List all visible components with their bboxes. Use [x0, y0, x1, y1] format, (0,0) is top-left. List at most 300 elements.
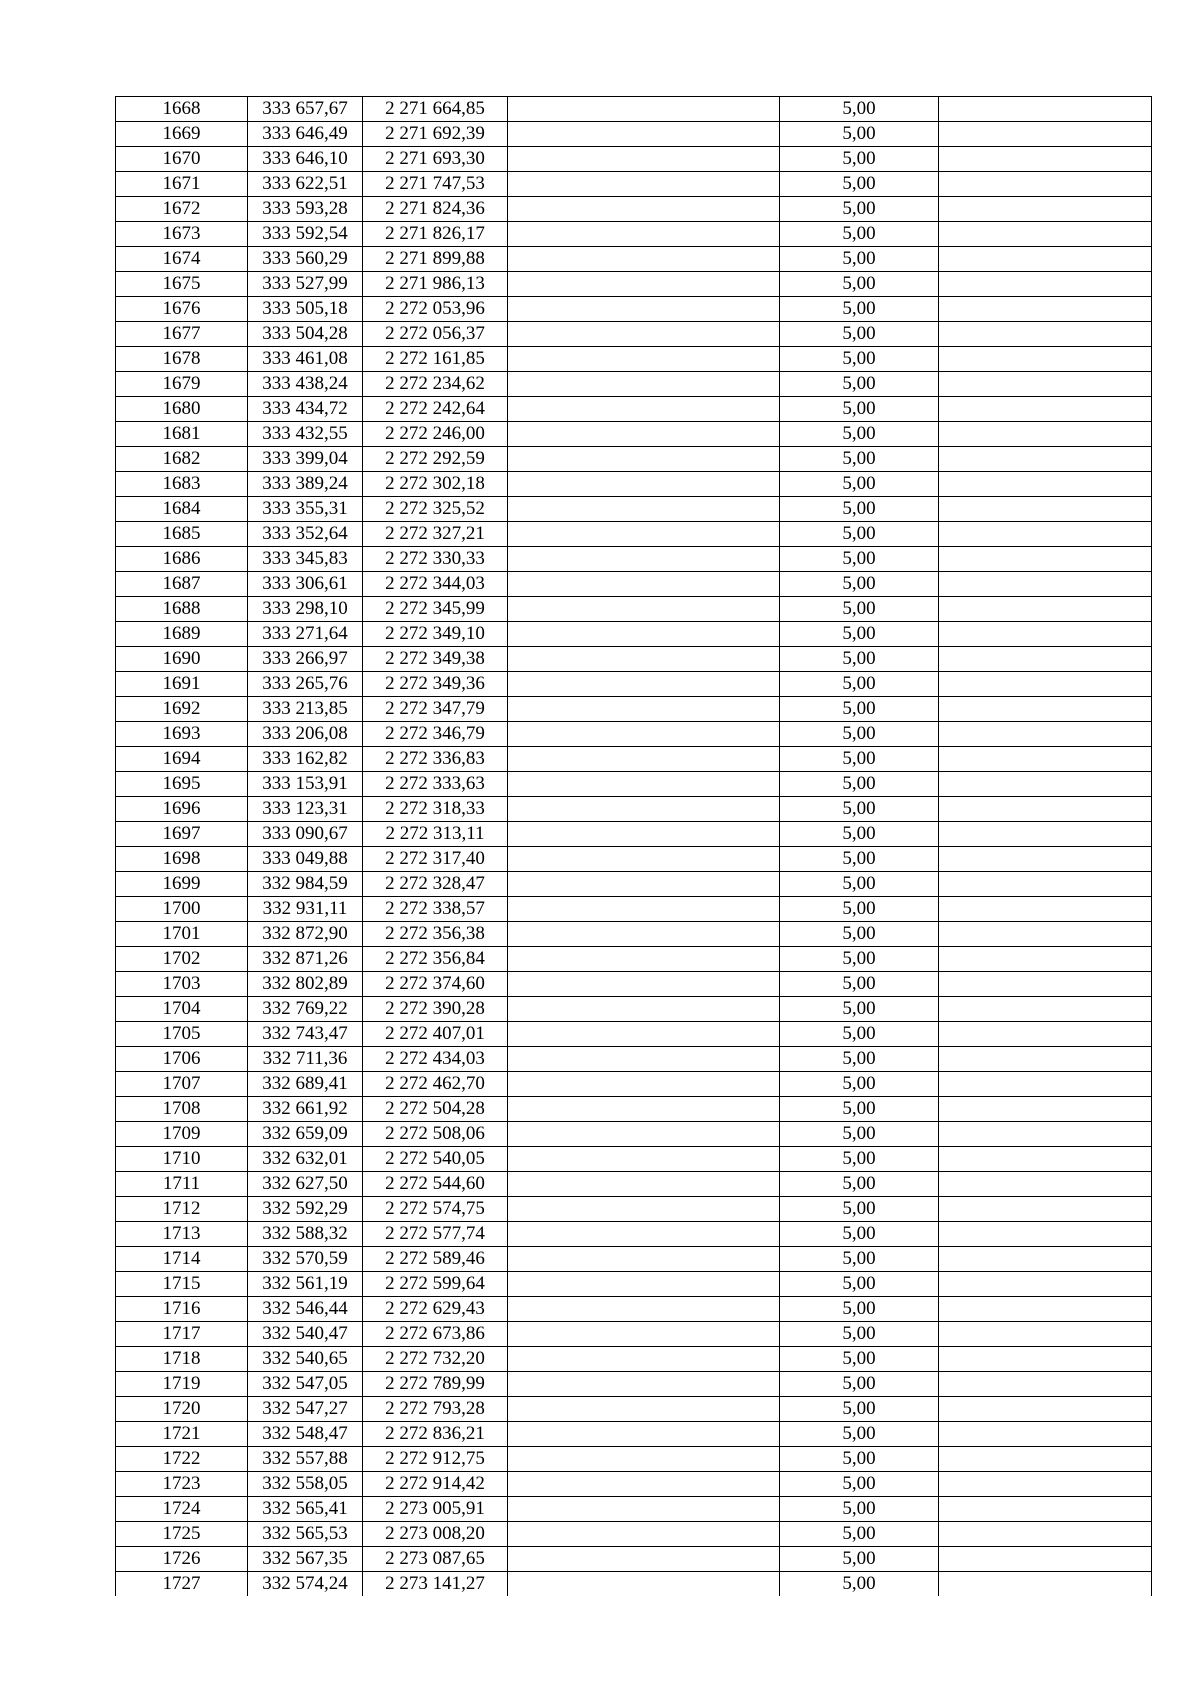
- x-coordinate-cell: 333 355,31: [248, 497, 363, 522]
- x-coordinate-cell: 333 432,55: [248, 422, 363, 447]
- empty-cell: [508, 1572, 780, 1597]
- y-coordinate-cell: 2 272 345,99: [363, 597, 508, 622]
- y-coordinate-cell: 2 272 599,64: [363, 1272, 508, 1297]
- note-cell: [939, 647, 1152, 672]
- y-coordinate-cell: 2 272 544,60: [363, 1172, 508, 1197]
- x-coordinate-cell: 333 345,83: [248, 547, 363, 572]
- accuracy-cell: 5,00: [780, 1197, 939, 1222]
- table-row: [116, 1422, 1152, 1447]
- note-cell: [939, 422, 1152, 447]
- y-coordinate-cell: 2 272 793,28: [363, 1397, 508, 1422]
- accuracy-cell: 5,00: [780, 1297, 939, 1322]
- table-row: [116, 297, 1152, 322]
- note-cell: [939, 397, 1152, 422]
- note-cell: [939, 1347, 1152, 1372]
- x-coordinate-cell: 333 592,54: [248, 222, 363, 247]
- x-coordinate-cell: 333 505,18: [248, 297, 363, 322]
- y-coordinate-cell: 2 271 824,36: [363, 197, 508, 222]
- note-cell: [939, 972, 1152, 997]
- point-number-cell: 1695: [116, 772, 248, 797]
- note-cell: [939, 1547, 1152, 1572]
- note-cell: [939, 997, 1152, 1022]
- accuracy-cell: 5,00: [780, 697, 939, 722]
- x-coordinate-cell: 332 931,11: [248, 897, 363, 922]
- empty-cell: [508, 722, 780, 747]
- note-cell: [939, 247, 1152, 272]
- y-coordinate-cell: 2 272 346,79: [363, 722, 508, 747]
- table-row: [116, 622, 1152, 647]
- empty-cell: [508, 547, 780, 572]
- empty-cell: [508, 922, 780, 947]
- x-coordinate-cell: 333 049,88: [248, 847, 363, 872]
- x-coordinate-cell: 333 504,28: [248, 322, 363, 347]
- y-coordinate-cell: 2 272 356,84: [363, 947, 508, 972]
- table-row: [116, 1247, 1152, 1272]
- empty-cell: [508, 397, 780, 422]
- table-row: [116, 1022, 1152, 1047]
- x-coordinate-cell: 333 090,67: [248, 822, 363, 847]
- y-coordinate-cell: 2 272 836,21: [363, 1422, 508, 1447]
- empty-cell: [508, 247, 780, 272]
- note-cell: [939, 197, 1152, 222]
- table-row: [116, 747, 1152, 772]
- y-coordinate-cell: 2 272 338,57: [363, 897, 508, 922]
- y-coordinate-cell: 2 273 008,20: [363, 1522, 508, 1547]
- table-row: [116, 1322, 1152, 1347]
- table-row: [116, 797, 1152, 822]
- accuracy-cell: 5,00: [780, 522, 939, 547]
- y-coordinate-cell: 2 272 234,62: [363, 372, 508, 397]
- accuracy-cell: 5,00: [780, 997, 939, 1022]
- accuracy-cell: 5,00: [780, 622, 939, 647]
- y-coordinate-cell: 2 272 914,42: [363, 1472, 508, 1497]
- empty-cell: [508, 1322, 780, 1347]
- accuracy-cell: 5,00: [780, 847, 939, 872]
- point-number-cell: 1670: [116, 147, 248, 172]
- y-coordinate-cell: 2 273 141,27: [363, 1572, 508, 1597]
- y-coordinate-cell: 2 273 005,91: [363, 1497, 508, 1522]
- point-number-cell: 1706: [116, 1047, 248, 1072]
- accuracy-cell: 5,00: [780, 1097, 939, 1122]
- y-coordinate-cell: 2 272 589,46: [363, 1247, 508, 1272]
- accuracy-cell: 5,00: [780, 322, 939, 347]
- accuracy-cell: 5,00: [780, 497, 939, 522]
- point-number-cell: 1674: [116, 247, 248, 272]
- note-cell: [939, 1222, 1152, 1247]
- point-number-cell: 1707: [116, 1072, 248, 1097]
- x-coordinate-cell: 332 547,05: [248, 1372, 363, 1397]
- point-number-cell: 1702: [116, 947, 248, 972]
- accuracy-cell: 5,00: [780, 1172, 939, 1197]
- note-cell: [939, 697, 1152, 722]
- x-coordinate-cell: 333 527,99: [248, 272, 363, 297]
- point-number-cell: 1673: [116, 222, 248, 247]
- point-number-cell: 1714: [116, 1247, 248, 1272]
- y-coordinate-cell: 2 272 161,85: [363, 347, 508, 372]
- table-row: [116, 847, 1152, 872]
- table-row: [116, 1447, 1152, 1472]
- note-cell: [939, 1297, 1152, 1322]
- note-cell: [939, 797, 1152, 822]
- point-number-cell: 1716: [116, 1297, 248, 1322]
- empty-cell: [508, 972, 780, 997]
- note-cell: [939, 947, 1152, 972]
- x-coordinate-cell: 333 646,49: [248, 122, 363, 147]
- empty-cell: [508, 1497, 780, 1522]
- point-number-cell: 1713: [116, 1222, 248, 1247]
- empty-cell: [508, 997, 780, 1022]
- x-coordinate-cell: 333 560,29: [248, 247, 363, 272]
- y-coordinate-cell: 2 272 347,79: [363, 697, 508, 722]
- accuracy-cell: 5,00: [780, 397, 939, 422]
- point-number-cell: 1678: [116, 347, 248, 372]
- x-coordinate-cell: 332 540,47: [248, 1322, 363, 1347]
- x-coordinate-cell: 332 565,41: [248, 1497, 363, 1522]
- empty-cell: [508, 947, 780, 972]
- point-number-cell: 1704: [116, 997, 248, 1022]
- table-row: [116, 147, 1152, 172]
- y-coordinate-cell: 2 272 540,05: [363, 1147, 508, 1172]
- point-number-cell: 1692: [116, 697, 248, 722]
- y-coordinate-cell: 2 272 327,21: [363, 522, 508, 547]
- point-number-cell: 1722: [116, 1447, 248, 1472]
- x-coordinate-cell: 333 206,08: [248, 722, 363, 747]
- x-coordinate-cell: 333 389,24: [248, 472, 363, 497]
- accuracy-cell: 5,00: [780, 597, 939, 622]
- coordinates-table-body: [116, 97, 1152, 1597]
- point-number-cell: 1698: [116, 847, 248, 872]
- empty-cell: [508, 1222, 780, 1247]
- x-coordinate-cell: 333 298,10: [248, 597, 363, 622]
- empty-cell: [508, 1022, 780, 1047]
- accuracy-cell: 5,00: [780, 1222, 939, 1247]
- table-row: [116, 722, 1152, 747]
- point-number-cell: 1727: [116, 1572, 248, 1597]
- y-coordinate-cell: 2 272 056,37: [363, 322, 508, 347]
- note-cell: [939, 1197, 1152, 1222]
- y-coordinate-cell: 2 272 302,18: [363, 472, 508, 497]
- y-coordinate-cell: 2 272 504,28: [363, 1097, 508, 1122]
- point-number-cell: 1719: [116, 1372, 248, 1397]
- empty-cell: [508, 1447, 780, 1472]
- accuracy-cell: 5,00: [780, 1422, 939, 1447]
- y-coordinate-cell: 2 272 313,11: [363, 822, 508, 847]
- table-row: [116, 1172, 1152, 1197]
- empty-cell: [508, 1547, 780, 1572]
- empty-cell: [508, 122, 780, 147]
- x-coordinate-cell: 332 661,92: [248, 1097, 363, 1122]
- accuracy-cell: 5,00: [780, 747, 939, 772]
- note-cell: [939, 172, 1152, 197]
- table-row: [116, 1572, 1152, 1597]
- empty-cell: [508, 772, 780, 797]
- y-coordinate-cell: 2 272 390,28: [363, 997, 508, 1022]
- point-number-cell: 1681: [116, 422, 248, 447]
- note-cell: [939, 547, 1152, 572]
- y-coordinate-cell: 2 272 349,36: [363, 672, 508, 697]
- point-number-cell: 1711: [116, 1172, 248, 1197]
- empty-cell: [508, 1197, 780, 1222]
- note-cell: [939, 372, 1152, 397]
- table-row: [116, 572, 1152, 597]
- table-row: [116, 1397, 1152, 1422]
- empty-cell: [508, 347, 780, 372]
- accuracy-cell: 5,00: [780, 897, 939, 922]
- accuracy-cell: 5,00: [780, 1572, 939, 1597]
- y-coordinate-cell: 2 271 693,30: [363, 147, 508, 172]
- table-row: [116, 697, 1152, 722]
- note-cell: [939, 572, 1152, 597]
- table-row: [116, 122, 1152, 147]
- accuracy-cell: 5,00: [780, 972, 939, 997]
- table-row: [116, 1522, 1152, 1547]
- note-cell: [939, 497, 1152, 522]
- y-coordinate-cell: 2 272 242,64: [363, 397, 508, 422]
- note-cell: [939, 722, 1152, 747]
- accuracy-cell: 5,00: [780, 1347, 939, 1372]
- accuracy-cell: 5,00: [780, 672, 939, 697]
- y-coordinate-cell: 2 272 325,52: [363, 497, 508, 522]
- y-coordinate-cell: 2 272 577,74: [363, 1222, 508, 1247]
- y-coordinate-cell: 2 271 747,53: [363, 172, 508, 197]
- y-coordinate-cell: 2 272 344,03: [363, 572, 508, 597]
- point-number-cell: 1723: [116, 1472, 248, 1497]
- point-number-cell: 1682: [116, 447, 248, 472]
- accuracy-cell: 5,00: [780, 797, 939, 822]
- y-coordinate-cell: 2 271 899,88: [363, 247, 508, 272]
- note-cell: [939, 522, 1152, 547]
- point-number-cell: 1671: [116, 172, 248, 197]
- empty-cell: [508, 1122, 780, 1147]
- x-coordinate-cell: 333 461,08: [248, 347, 363, 372]
- point-number-cell: 1697: [116, 822, 248, 847]
- note-cell: [939, 222, 1152, 247]
- note-cell: [939, 897, 1152, 922]
- empty-cell: [508, 897, 780, 922]
- table-row: [116, 1147, 1152, 1172]
- x-coordinate-cell: 333 657,67: [248, 97, 363, 122]
- accuracy-cell: 5,00: [780, 247, 939, 272]
- table-row: [116, 897, 1152, 922]
- y-coordinate-cell: 2 272 318,33: [363, 797, 508, 822]
- empty-cell: [508, 847, 780, 872]
- note-cell: [939, 872, 1152, 897]
- accuracy-cell: 5,00: [780, 947, 939, 972]
- empty-cell: [508, 1372, 780, 1397]
- x-coordinate-cell: 332 743,47: [248, 1022, 363, 1047]
- empty-cell: [508, 322, 780, 347]
- empty-cell: [508, 97, 780, 122]
- x-coordinate-cell: 333 622,51: [248, 172, 363, 197]
- empty-cell: [508, 1422, 780, 1447]
- empty-cell: [508, 1047, 780, 1072]
- table-row: [116, 222, 1152, 247]
- accuracy-cell: 5,00: [780, 772, 939, 797]
- accuracy-cell: 5,00: [780, 222, 939, 247]
- x-coordinate-cell: 333 123,31: [248, 797, 363, 822]
- point-number-cell: 1687: [116, 572, 248, 597]
- y-coordinate-cell: 2 272 912,75: [363, 1447, 508, 1472]
- empty-cell: [508, 497, 780, 522]
- y-coordinate-cell: 2 272 328,47: [363, 872, 508, 897]
- note-cell: [939, 1397, 1152, 1422]
- accuracy-cell: 5,00: [780, 372, 939, 397]
- y-coordinate-cell: 2 272 246,00: [363, 422, 508, 447]
- point-number-cell: 1705: [116, 1022, 248, 1047]
- table-row: [116, 397, 1152, 422]
- empty-cell: [508, 1397, 780, 1422]
- empty-cell: [508, 1297, 780, 1322]
- x-coordinate-cell: 333 438,24: [248, 372, 363, 397]
- point-number-cell: 1699: [116, 872, 248, 897]
- note-cell: [939, 772, 1152, 797]
- point-number-cell: 1691: [116, 672, 248, 697]
- note-cell: [939, 1072, 1152, 1097]
- point-number-cell: 1689: [116, 622, 248, 647]
- x-coordinate-cell: 332 769,22: [248, 997, 363, 1022]
- note-cell: [939, 1572, 1152, 1597]
- note-cell: [939, 1122, 1152, 1147]
- empty-cell: [508, 1172, 780, 1197]
- y-coordinate-cell: 2 272 053,96: [363, 297, 508, 322]
- accuracy-cell: 5,00: [780, 447, 939, 472]
- y-coordinate-cell: 2 272 673,86: [363, 1322, 508, 1347]
- coordinates-table: [115, 96, 1152, 1596]
- point-number-cell: 1715: [116, 1272, 248, 1297]
- empty-cell: [508, 447, 780, 472]
- x-coordinate-cell: 332 689,41: [248, 1072, 363, 1097]
- note-cell: [939, 822, 1152, 847]
- note-cell: [939, 272, 1152, 297]
- table-row: [116, 922, 1152, 947]
- x-coordinate-cell: 333 266,97: [248, 647, 363, 672]
- x-coordinate-cell: 332 711,36: [248, 1047, 363, 1072]
- table-row: [116, 972, 1152, 997]
- table-row: [116, 272, 1152, 297]
- x-coordinate-cell: 333 271,64: [248, 622, 363, 647]
- empty-cell: [508, 472, 780, 497]
- note-cell: [939, 597, 1152, 622]
- point-number-cell: 1724: [116, 1497, 248, 1522]
- empty-cell: [508, 747, 780, 772]
- empty-cell: [508, 1472, 780, 1497]
- point-number-cell: 1725: [116, 1522, 248, 1547]
- note-cell: [939, 1172, 1152, 1197]
- point-number-cell: 1683: [116, 472, 248, 497]
- accuracy-cell: 5,00: [780, 822, 939, 847]
- accuracy-cell: 5,00: [780, 1022, 939, 1047]
- x-coordinate-cell: 332 557,88: [248, 1447, 363, 1472]
- accuracy-cell: 5,00: [780, 122, 939, 147]
- document-page: [115, 96, 1151, 1596]
- y-coordinate-cell: 2 272 356,38: [363, 922, 508, 947]
- x-coordinate-cell: 333 265,76: [248, 672, 363, 697]
- note-cell: [939, 472, 1152, 497]
- accuracy-cell: 5,00: [780, 97, 939, 122]
- x-coordinate-cell: 333 646,10: [248, 147, 363, 172]
- accuracy-cell: 5,00: [780, 147, 939, 172]
- point-number-cell: 1717: [116, 1322, 248, 1347]
- y-coordinate-cell: 2 272 732,20: [363, 1347, 508, 1372]
- point-number-cell: 1675: [116, 272, 248, 297]
- empty-cell: [508, 672, 780, 697]
- y-coordinate-cell: 2 272 462,70: [363, 1072, 508, 1097]
- y-coordinate-cell: 2 271 664,85: [363, 97, 508, 122]
- y-coordinate-cell: 2 272 333,63: [363, 772, 508, 797]
- empty-cell: [508, 872, 780, 897]
- empty-cell: [508, 522, 780, 547]
- y-coordinate-cell: 2 272 574,75: [363, 1197, 508, 1222]
- table-row: [116, 997, 1152, 1022]
- note-cell: [939, 622, 1152, 647]
- empty-cell: [508, 1522, 780, 1547]
- table-row: [116, 97, 1152, 122]
- note-cell: [939, 1322, 1152, 1347]
- x-coordinate-cell: 332 540,65: [248, 1347, 363, 1372]
- table-row: [116, 872, 1152, 897]
- accuracy-cell: 5,00: [780, 722, 939, 747]
- x-coordinate-cell: 333 434,72: [248, 397, 363, 422]
- point-number-cell: 1669: [116, 122, 248, 147]
- empty-cell: [508, 1272, 780, 1297]
- accuracy-cell: 5,00: [780, 347, 939, 372]
- x-coordinate-cell: 333 213,85: [248, 697, 363, 722]
- note-cell: [939, 747, 1152, 772]
- empty-cell: [508, 597, 780, 622]
- y-coordinate-cell: 2 272 292,59: [363, 447, 508, 472]
- y-coordinate-cell: 2 272 789,99: [363, 1372, 508, 1397]
- point-number-cell: 1712: [116, 1197, 248, 1222]
- point-number-cell: 1718: [116, 1347, 248, 1372]
- empty-cell: [508, 1072, 780, 1097]
- empty-cell: [508, 647, 780, 672]
- empty-cell: [508, 297, 780, 322]
- empty-cell: [508, 272, 780, 297]
- accuracy-cell: 5,00: [780, 1072, 939, 1097]
- note-cell: [939, 147, 1152, 172]
- note-cell: [939, 1472, 1152, 1497]
- y-coordinate-cell: 2 273 087,65: [363, 1547, 508, 1572]
- table-row: [116, 1272, 1152, 1297]
- table-row: [116, 1122, 1152, 1147]
- point-number-cell: 1720: [116, 1397, 248, 1422]
- table-row: [116, 672, 1152, 697]
- x-coordinate-cell: 332 567,35: [248, 1547, 363, 1572]
- table-row: [116, 1347, 1152, 1372]
- y-coordinate-cell: 2 272 434,03: [363, 1047, 508, 1072]
- x-coordinate-cell: 332 802,89: [248, 972, 363, 997]
- note-cell: [939, 1372, 1152, 1397]
- x-coordinate-cell: 332 546,44: [248, 1297, 363, 1322]
- point-number-cell: 1693: [116, 722, 248, 747]
- empty-cell: [508, 1347, 780, 1372]
- empty-cell: [508, 797, 780, 822]
- note-cell: [939, 1272, 1152, 1297]
- point-number-cell: 1694: [116, 747, 248, 772]
- point-number-cell: 1721: [116, 1422, 248, 1447]
- point-number-cell: 1672: [116, 197, 248, 222]
- table-row: [116, 947, 1152, 972]
- table-row: [116, 172, 1152, 197]
- note-cell: [939, 922, 1152, 947]
- x-coordinate-cell: 332 632,01: [248, 1147, 363, 1172]
- x-coordinate-cell: 332 548,47: [248, 1422, 363, 1447]
- y-coordinate-cell: 2 271 692,39: [363, 122, 508, 147]
- accuracy-cell: 5,00: [780, 1272, 939, 1297]
- accuracy-cell: 5,00: [780, 297, 939, 322]
- note-cell: [939, 1147, 1152, 1172]
- y-coordinate-cell: 2 272 336,83: [363, 747, 508, 772]
